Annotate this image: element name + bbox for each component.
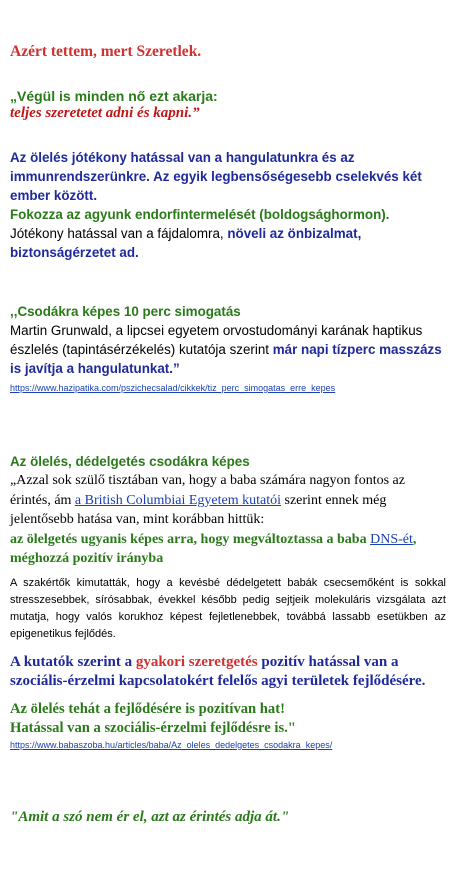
intro-quote bbox=[10, 88, 446, 122]
researchers-paragraph bbox=[10, 653, 446, 692]
dna-change-text-a: az ölelgetés ugyanis képes arra, hogy megváltoztassa a baba bbox=[10, 531, 371, 547]
touch-importance-paragraph bbox=[10, 471, 446, 530]
researchers-text-b: pozitív hatással van a szociális-érzelmi kapcsolatokért felelős agyi területek fejlődésére. bbox=[10, 653, 426, 690]
self-confidence-text: növeli az önbizalmat, biztonságérzetet ad. bbox=[10, 226, 362, 260]
experts-paragraph: A szakértők kimutatták, hogy a kevésbé dédelgetett babák csecsemőként is sokkal stresszesebbek, sírósabbak, évekkel később pedig sejtjeik molekuláris vizsgálata azt mutatja, hogy valós korukhoz képest fejletlenebbek, továbbá lassabb esetükben az epigenetikus fejlődés. bbox=[10, 576, 446, 641]
conclusion-line1: Az ölelés tehát a fejlődésére is pozitívan hat! bbox=[10, 700, 285, 717]
touch-importance-start: „Azzal sok szülő tisztában van, hogy a baba számára nagyon fontos az érintés, ám bbox=[10, 473, 405, 508]
cuddling-section bbox=[10, 452, 446, 751]
pain-relief-paragraph bbox=[10, 224, 446, 262]
ten-minute-caress-heading: ,,Csodákra képes 10 perc simogatás bbox=[10, 304, 241, 319]
intro-quote-line2: teljes szeretetet adni és kapni.” bbox=[10, 105, 200, 121]
dna-change-text-b: , méghozzá pozitív irányba bbox=[10, 531, 417, 566]
hazipatika-source-link[interactable]: https://www.hazipatika.com/pszichecsalad/cikkek/tiz_perc_simogatas_erre_kepes bbox=[10, 383, 336, 393]
endorphin-paragraph: Fokozza az agyunk endorfintermelését (boldogsághormon). bbox=[10, 207, 390, 222]
source-link-row bbox=[10, 381, 446, 394]
conclusion-line2: Hatással van a szociális-érzelmi fejlődésre is." bbox=[10, 719, 296, 736]
closing-quote: "Amit a szó nem ér el, azt az érintés adja át." bbox=[10, 809, 290, 825]
grunwald-text: Martin Grunwald, a lipcsei egyetem orvostudományi karának haptikus észlelés (tapintásérzékelés) kutatója szerint bbox=[10, 323, 423, 357]
cuddling-heading: Az ölelés, dédelgetés csodákra képes bbox=[10, 454, 250, 469]
babaszoba-source-link[interactable]: https://www.babaszoba.hu/articles/baba/Az_oleles_dedelgetes_csodakra_kepes/ bbox=[10, 739, 333, 750]
ubc-researchers-link[interactable]: a British Columbiai Egyetem kutatói bbox=[74, 492, 282, 508]
hug-benefits-paragraph: Az ölelés jótékony hatással van a hangulatunkra és az immunrendszerünkre. Az egyik legbensőségesebb cselekvés két ember között. bbox=[10, 150, 422, 203]
conclusion-paragraph bbox=[10, 700, 446, 738]
source-link-row-2 bbox=[10, 738, 446, 751]
hug-benefits-section bbox=[10, 148, 446, 262]
dna-change-paragraph bbox=[10, 530, 446, 569]
frequent-cuddling-text: gyakori szeretgetés bbox=[135, 653, 258, 670]
grunwald-paragraph bbox=[10, 321, 446, 378]
document-title: Azért tettem, mert Szeretlek. bbox=[10, 43, 202, 60]
massage-mood-text: már napi tízperc masszázs is javítja a hangulatunkat.” bbox=[10, 342, 442, 376]
pain-relief-text: Jótékony hatással van a fájdalomra, bbox=[10, 226, 224, 241]
touch-importance-end: szerint ennek még jelentősebb hatása van, mint korábban hittük: bbox=[10, 492, 387, 527]
intro-quote-line1: „Végül is minden nő ezt akarja: bbox=[10, 88, 218, 104]
dna-link[interactable]: DNS-ét bbox=[370, 531, 413, 547]
ten-minute-caress-section bbox=[10, 302, 446, 394]
researchers-text-a: A kutatók szerint a bbox=[10, 653, 136, 670]
